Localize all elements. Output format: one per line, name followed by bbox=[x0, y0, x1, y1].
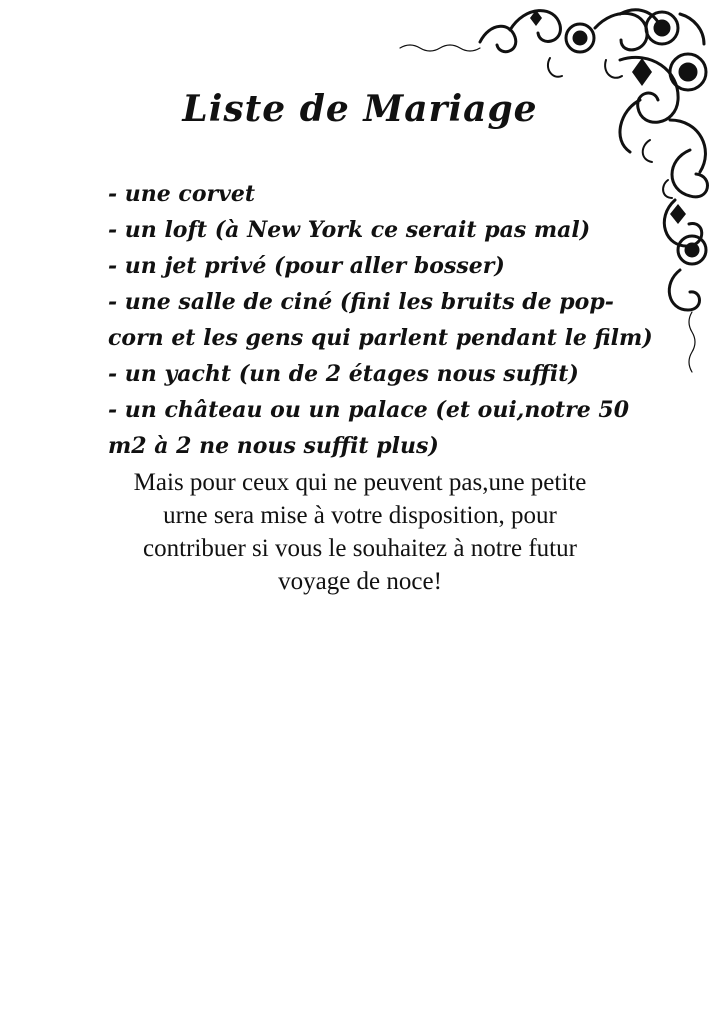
page-title: Liste de Mariage bbox=[182, 88, 538, 130]
list-item: - une salle de ciné (fini les bruits de pop-corn et les gens qui parlent pendant le film) bbox=[108, 289, 653, 351]
list-item: - un yacht (un de 2 étages nous suffit) bbox=[108, 361, 579, 387]
list-item: - un jet privé (pour aller bosser) bbox=[108, 253, 505, 279]
wishlist bbox=[108, 176, 668, 464]
list-item: - une corvet bbox=[108, 181, 256, 207]
list-item: - un loft (à New York ce serait pas mal) bbox=[108, 217, 591, 243]
list-item: - un château ou un palace (et oui,notre 50 m2 à 2 ne nous suffit plus) bbox=[108, 397, 630, 459]
contribution-note: Mais pour ceux qui ne peuvent pas,une petite urne sera mise à votre disposition, pour contribuer si vous le souhaitez à notre futur voyage de noce! bbox=[133, 469, 587, 595]
